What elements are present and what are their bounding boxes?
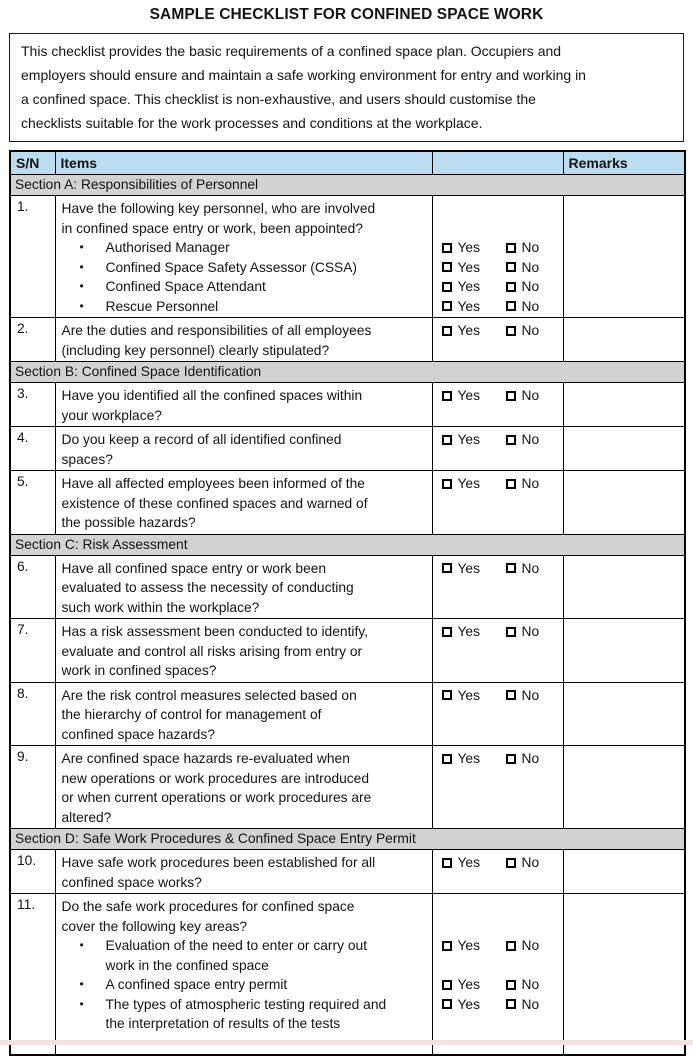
checklist-row xyxy=(10,383,685,427)
item-line: the interpretation of results of the tests xyxy=(105,1016,341,1031)
check-line xyxy=(442,936,563,956)
sn-cell: 4. xyxy=(10,427,55,471)
item-line: cover the following key areas? xyxy=(61,918,248,934)
no-label: No xyxy=(521,855,540,870)
check-line xyxy=(442,686,563,706)
header-sn: S/N xyxy=(10,151,55,175)
yes-checkbox[interactable] xyxy=(442,301,452,311)
item-line: confined space works? xyxy=(61,874,202,890)
yes-label: Yes xyxy=(457,751,481,766)
check-line xyxy=(442,450,563,470)
yes-option xyxy=(442,297,506,317)
section-label: Section D: Safe Work Procedures & Confined Space Entry Permit xyxy=(10,829,685,850)
yes-option xyxy=(442,386,506,406)
check-line xyxy=(442,788,563,808)
yes-option xyxy=(442,622,506,642)
no-option xyxy=(506,386,540,406)
no-checkbox[interactable] xyxy=(506,301,516,311)
checks-cell xyxy=(432,427,563,471)
item-line: evaluated to assess the necessity of conducting xyxy=(61,580,354,595)
section-row xyxy=(10,175,685,196)
yes-label: Yes xyxy=(457,388,481,403)
item-line: (including key personnel) clearly stipulated? xyxy=(61,342,330,358)
checklist-row xyxy=(10,682,685,746)
no-option xyxy=(506,622,540,642)
yes-option xyxy=(442,936,506,956)
check-line xyxy=(442,917,563,937)
check-line xyxy=(442,258,563,278)
no-label: No xyxy=(521,624,540,639)
item-line: confined space hazards? xyxy=(61,726,215,742)
no-label: No xyxy=(521,977,540,992)
items-cell xyxy=(55,427,432,471)
sn-cell: 5. xyxy=(10,471,55,535)
sn-cell: 3. xyxy=(10,383,55,427)
items-cell xyxy=(55,619,432,683)
no-checkbox[interactable] xyxy=(506,282,516,292)
check-line xyxy=(442,578,563,598)
checklist-row xyxy=(10,196,685,318)
no-label: No xyxy=(521,432,540,447)
items-cell xyxy=(55,471,432,535)
check-line xyxy=(442,749,563,769)
yes-label: Yes xyxy=(457,240,481,255)
sn-cell: 6. xyxy=(10,555,55,619)
yes-option xyxy=(442,686,506,706)
yes-checkbox[interactable] xyxy=(442,435,452,445)
check-line xyxy=(442,873,563,893)
check-line xyxy=(442,321,563,341)
checklist-row xyxy=(10,427,685,471)
item-text: The types of atmospheric testing required and xyxy=(105,996,387,1012)
check-line xyxy=(442,219,563,239)
yes-label: Yes xyxy=(457,687,481,703)
items-cell xyxy=(55,682,432,746)
section-row xyxy=(10,534,685,555)
item-line: altered? xyxy=(61,809,112,825)
checklist-row xyxy=(10,850,685,894)
remarks-cell xyxy=(563,746,685,829)
intro-line: This checklist provides the basic requirements of a confined space plan. Occupiers and xyxy=(21,43,562,59)
items-cell xyxy=(55,850,432,894)
intro-line: a confined space. This checklist is non-exhaustive, and users should customise the xyxy=(21,91,536,107)
bullet-icon: • xyxy=(79,279,84,293)
check-line xyxy=(442,598,563,618)
yes-checkbox[interactable] xyxy=(442,282,452,292)
yes-checkbox[interactable] xyxy=(442,690,452,700)
item-line: Do the safe work procedures for confined space xyxy=(61,899,355,914)
item-line: Are confined space hazards re-evaluated when xyxy=(61,751,350,766)
item-line: the possible hazards? xyxy=(61,515,196,530)
no-checkbox[interactable] xyxy=(506,243,516,253)
yes-option xyxy=(442,749,506,769)
items-cell xyxy=(55,746,432,829)
page-title: SAMPLE CHECKLIST FOR CONFINED SPACE WORK xyxy=(149,6,544,23)
no-option xyxy=(506,749,540,769)
yes-option xyxy=(442,995,506,1015)
yes-checkbox[interactable] xyxy=(442,391,452,401)
no-option xyxy=(506,853,540,873)
no-option xyxy=(506,321,540,341)
item-line: work in confined spaces? xyxy=(61,663,217,678)
yes-option xyxy=(442,258,506,278)
checks-cell xyxy=(432,196,563,318)
yes-label: Yes xyxy=(457,259,481,275)
item-line: existence of these confined spaces and warned of xyxy=(61,495,368,511)
yes-checkbox[interactable] xyxy=(442,858,452,868)
yes-label: Yes xyxy=(457,977,481,992)
check-line xyxy=(442,513,563,533)
checklist-table xyxy=(9,150,686,1056)
intro-line: employers should ensure and maintain a safe working environment for entry and working in xyxy=(21,67,586,83)
check-line xyxy=(442,559,563,579)
sn-cell: 7. xyxy=(10,619,55,683)
check-line xyxy=(442,406,563,426)
check-line xyxy=(442,297,563,317)
yes-label: Yes xyxy=(457,855,481,870)
item-line: the hierarchy of control for management of xyxy=(61,707,322,722)
no-checkbox[interactable] xyxy=(506,941,516,951)
yes-label: Yes xyxy=(457,476,481,491)
header-answer xyxy=(432,151,563,175)
no-label: No xyxy=(521,388,540,403)
checks-cell xyxy=(432,318,563,362)
item-text: A confined space entry permit xyxy=(105,977,288,992)
item-text: Confined Space Attendant xyxy=(105,279,266,294)
item-line: in confined space entry or work, been appointed? xyxy=(61,220,363,236)
checklist-row xyxy=(10,555,685,619)
check-line xyxy=(442,705,563,725)
yes-label: Yes xyxy=(457,279,481,294)
checks-cell xyxy=(432,383,563,427)
check-line xyxy=(442,1014,563,1034)
no-option xyxy=(506,559,540,579)
yes-checkbox[interactable] xyxy=(442,999,452,1009)
bullet-icon: • xyxy=(79,938,84,952)
sn-cell: 9. xyxy=(10,746,55,829)
yes-checkbox[interactable] xyxy=(442,479,452,489)
check-line xyxy=(442,661,563,681)
check-line xyxy=(442,808,563,828)
remarks-cell xyxy=(563,318,685,362)
item-line: Have safe work procedures been established for all xyxy=(61,855,376,870)
checklist-row xyxy=(10,894,685,1056)
yes-label: Yes xyxy=(457,432,481,447)
no-checkbox[interactable] xyxy=(506,858,516,868)
section-label: Section A: Responsibilities of Personnel xyxy=(10,175,685,196)
sn-cell: 10. xyxy=(10,850,55,894)
checks-cell xyxy=(432,682,563,746)
yes-checkbox[interactable] xyxy=(442,627,452,637)
checklist-row xyxy=(10,619,685,683)
intro-line: checklists suitable for the work processes and conditions at the workplace. xyxy=(21,115,483,131)
no-checkbox[interactable] xyxy=(506,262,516,272)
item-line xyxy=(62,297,432,317)
no-checkbox[interactable] xyxy=(506,479,516,489)
no-checkbox[interactable] xyxy=(506,435,516,445)
check-line xyxy=(442,897,563,917)
item-line xyxy=(62,238,432,258)
no-option xyxy=(506,686,540,706)
yes-label: Yes xyxy=(457,560,481,576)
section-row xyxy=(10,829,685,850)
check-line xyxy=(442,995,563,1015)
item-text: Rescue Personnel xyxy=(105,298,219,314)
bullet-icon: • xyxy=(79,298,84,313)
yes-option xyxy=(442,430,506,450)
check-line xyxy=(442,725,563,745)
checks-cell xyxy=(432,471,563,535)
section-label: Section C: Risk Assessment xyxy=(10,534,685,555)
yes-label: Yes xyxy=(457,624,481,639)
yes-checkbox[interactable] xyxy=(442,754,452,764)
no-option xyxy=(506,238,540,258)
page-break-strip xyxy=(0,1040,693,1045)
yes-option xyxy=(442,853,506,873)
items-cell xyxy=(55,383,432,427)
no-label: No xyxy=(521,323,540,338)
item-line xyxy=(62,936,432,956)
no-option xyxy=(506,936,540,956)
item-line xyxy=(62,995,432,1015)
item-text: Evaluation of the need to enter or carry out xyxy=(105,938,368,953)
check-line xyxy=(442,341,563,361)
item-line: your workplace? xyxy=(61,407,162,423)
check-line xyxy=(442,277,563,297)
no-label: No xyxy=(521,996,540,1012)
no-checkbox[interactable] xyxy=(506,391,516,401)
no-label: No xyxy=(521,476,540,491)
check-line xyxy=(442,769,563,789)
checks-cell xyxy=(432,894,563,1056)
no-checkbox[interactable] xyxy=(506,326,516,336)
remarks-cell xyxy=(563,471,685,535)
no-option xyxy=(506,995,540,1015)
section-row xyxy=(10,362,685,383)
yes-label: Yes xyxy=(457,996,481,1012)
yes-label: Yes xyxy=(457,298,481,314)
no-label: No xyxy=(521,687,540,703)
remarks-cell xyxy=(563,682,685,746)
no-option xyxy=(506,430,540,450)
checks-cell xyxy=(432,619,563,683)
sn-cell: 2. xyxy=(10,318,55,362)
item-line: such work within the workplace? xyxy=(61,599,260,615)
item-line: or when current operations or work procedures are xyxy=(61,790,372,805)
sn-cell: 11. xyxy=(10,894,55,1056)
items-cell xyxy=(55,196,432,318)
item-line: Are the risk control measures selected based on xyxy=(61,687,357,703)
yes-label: Yes xyxy=(457,938,481,953)
yes-checkbox[interactable] xyxy=(442,941,452,951)
yes-checkbox[interactable] xyxy=(442,980,452,990)
remarks-cell xyxy=(563,196,685,318)
item-line: Has a risk assessment been conducted to identify, xyxy=(61,624,369,639)
bullet-icon: • xyxy=(79,240,84,254)
intro-text xyxy=(21,39,672,135)
checklist-row xyxy=(10,318,685,362)
items-cell xyxy=(55,894,432,1056)
check-line xyxy=(442,642,563,662)
sn-cell: 1. xyxy=(10,196,55,318)
yes-option xyxy=(442,238,506,258)
remarks-cell xyxy=(563,383,685,427)
item-line xyxy=(62,277,432,297)
no-label: No xyxy=(521,259,540,275)
checklist-row xyxy=(10,746,685,829)
check-line xyxy=(442,199,563,219)
bullet-icon: • xyxy=(79,259,84,274)
item-line: work in the confined space xyxy=(105,957,269,973)
no-label: No xyxy=(521,938,540,953)
no-checkbox[interactable] xyxy=(506,563,516,573)
item-line: Have you identified all the confined spaces within xyxy=(61,388,363,403)
sn-cell: 8. xyxy=(10,682,55,746)
items-cell xyxy=(55,318,432,362)
yes-label: Yes xyxy=(457,323,481,338)
check-line xyxy=(442,238,563,258)
check-line xyxy=(442,853,563,873)
remarks-cell xyxy=(563,850,685,894)
bullet-icon: • xyxy=(79,996,84,1011)
item-line: Are the duties and responsibilities of all employees xyxy=(61,323,372,338)
no-checkbox[interactable] xyxy=(506,754,516,764)
no-checkbox[interactable] xyxy=(506,980,516,990)
yes-checkbox[interactable] xyxy=(442,563,452,573)
check-line xyxy=(442,386,563,406)
bullet-icon: • xyxy=(79,977,84,991)
items-cell xyxy=(55,555,432,619)
item-line: evaluate and control all risks arising from entry or xyxy=(61,643,363,659)
remarks-cell xyxy=(563,427,685,471)
yes-checkbox[interactable] xyxy=(442,262,452,272)
item-line: Have all affected employees been informed of the xyxy=(61,476,365,491)
table-header-row xyxy=(10,151,685,175)
item-line: Have the following key personnel, who are involved xyxy=(61,201,376,216)
item-text: Authorised Manager xyxy=(105,240,230,255)
yes-checkbox[interactable] xyxy=(442,243,452,253)
checks-cell xyxy=(432,850,563,894)
no-label: No xyxy=(521,240,540,255)
item-line: Do you keep a record of all identified confined xyxy=(61,432,342,447)
item-line xyxy=(62,975,432,995)
remarks-cell xyxy=(563,555,685,619)
checklist-row xyxy=(10,471,685,535)
no-label: No xyxy=(521,560,540,576)
checks-cell xyxy=(432,746,563,829)
no-checkbox[interactable] xyxy=(506,627,516,637)
item-line xyxy=(62,258,432,278)
check-line xyxy=(442,494,563,514)
yes-option xyxy=(442,474,506,494)
item-line: Have all confined space entry or work been xyxy=(61,560,327,576)
no-label: No xyxy=(521,279,540,294)
checks-cell xyxy=(432,555,563,619)
item-line: spaces? xyxy=(61,451,113,467)
check-line xyxy=(442,975,563,995)
header-remarks: Remarks xyxy=(563,151,685,175)
yes-option xyxy=(442,277,506,297)
header-items: Items xyxy=(55,151,432,175)
no-checkbox[interactable] xyxy=(506,999,516,1009)
no-label: No xyxy=(521,751,540,766)
no-option xyxy=(506,474,540,494)
check-line xyxy=(442,474,563,494)
item-text: Confined Space Safety Assessor (CSSA) xyxy=(105,259,358,275)
no-option xyxy=(506,975,540,995)
yes-option xyxy=(442,559,506,579)
check-line xyxy=(442,956,563,976)
check-line xyxy=(442,622,563,642)
no-option xyxy=(506,277,540,297)
check-line xyxy=(442,430,563,450)
section-label: Section B: Confined Space Identification xyxy=(10,362,685,383)
remarks-cell xyxy=(563,619,685,683)
remarks-cell xyxy=(563,894,685,1056)
yes-checkbox[interactable] xyxy=(442,326,452,336)
intro-box xyxy=(9,33,684,142)
yes-option xyxy=(442,975,506,995)
yes-option xyxy=(442,321,506,341)
item-line: new operations or work procedures are introduced xyxy=(61,770,370,786)
no-option xyxy=(506,258,540,278)
no-label: No xyxy=(521,298,540,314)
no-checkbox[interactable] xyxy=(506,690,516,700)
no-option xyxy=(506,297,540,317)
